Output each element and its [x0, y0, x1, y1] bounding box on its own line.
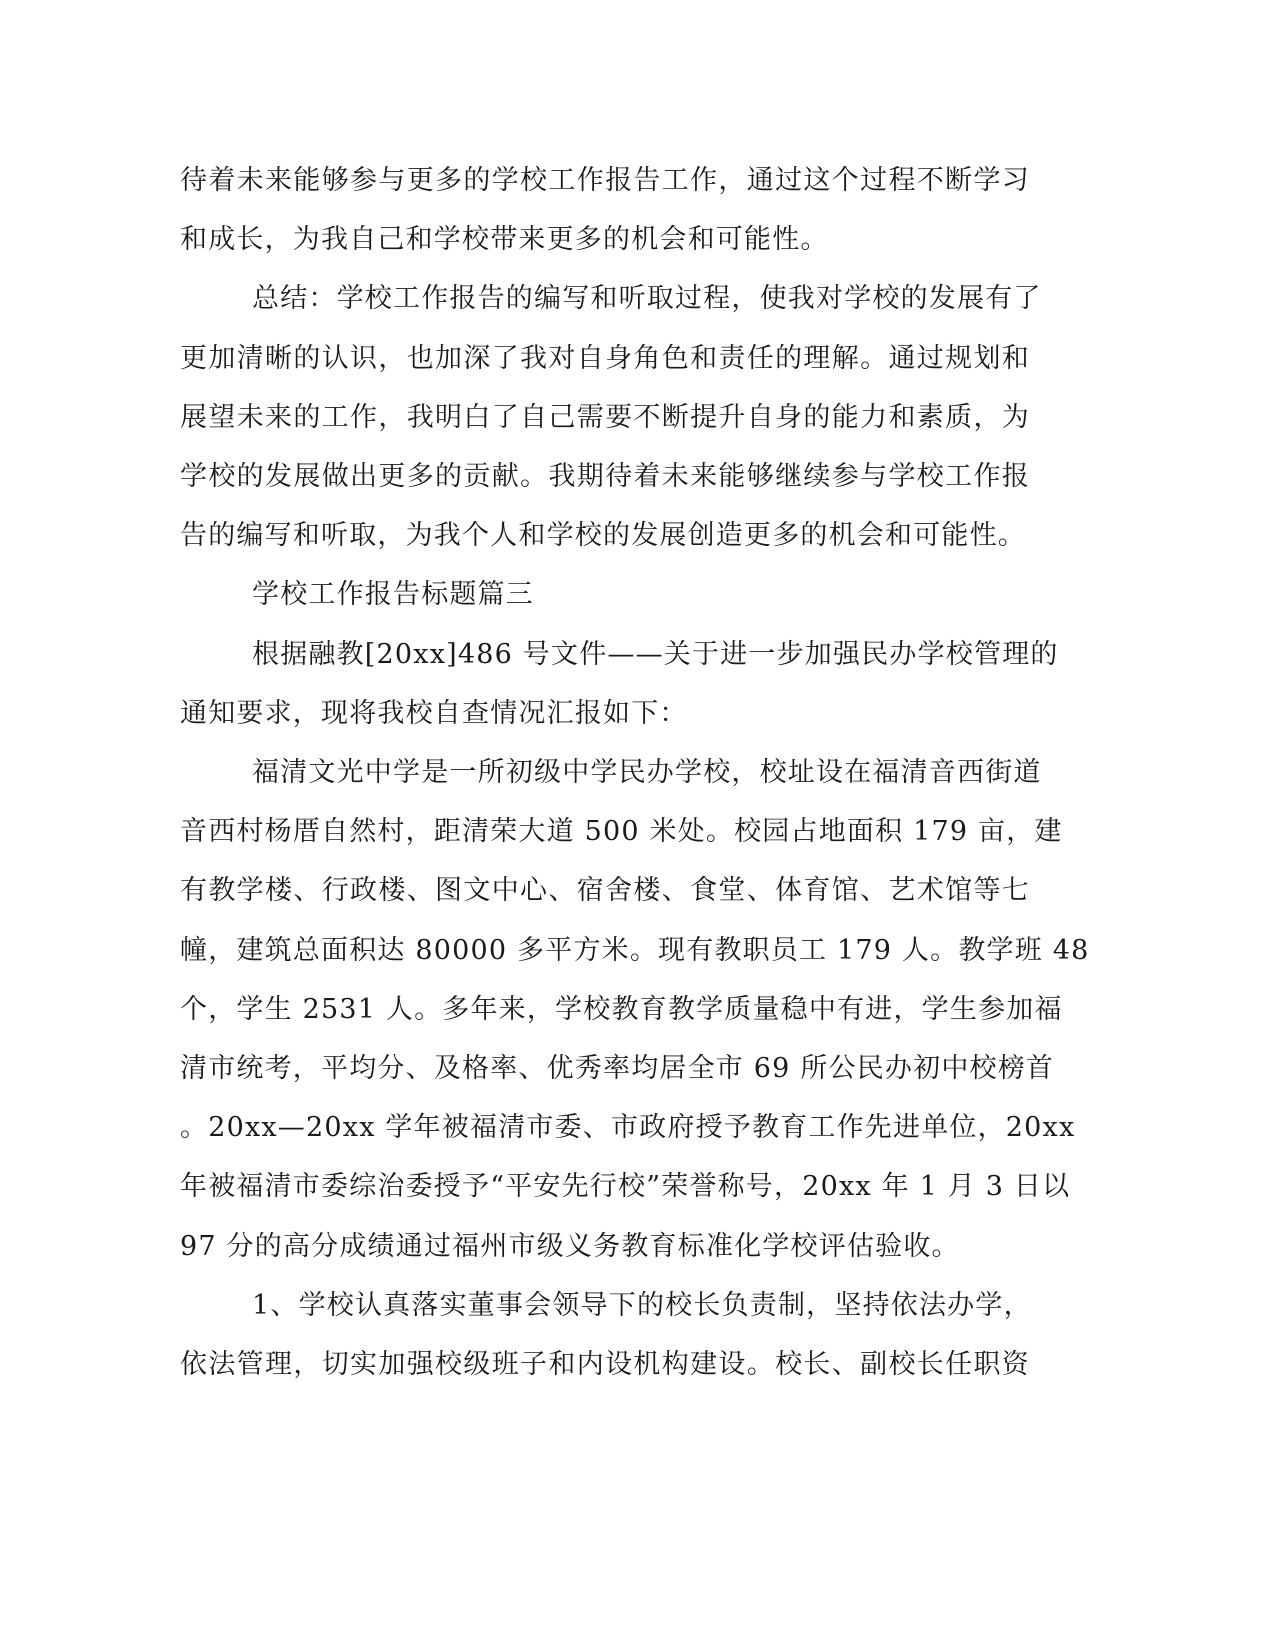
paragraph-intro [180, 625, 1059, 743]
section-heading [180, 565, 1030, 624]
text-line: 待着未来能够参与更多的学校工作报告工作，通过这个过程不断学习 [180, 165, 1030, 196]
text-line: 幢，建筑总面积达 80000 多平方米。现有教职员工 179 人。教学班 48 [180, 934, 1090, 966]
text-line: 有教学楼、行政楼、图文中心、宿舍楼、食堂、体育馆、艺术馆等七 [180, 875, 1030, 907]
text-line: 音西村杨厝自然村，距清荣大道 500 米处。校园占地面积 179 亩，建 [180, 816, 1063, 848]
text-line: 。20xx—20xx 学年被福清市委、市政府授予教育工作先进单位，20xx [180, 1112, 1076, 1144]
text-line: 依法管理，切实加强校级班子和内设机构建设。校长、副校长任职资 [180, 1349, 1030, 1381]
text-line: 告的编写和听取，为我个人和学校的发展创造更多的机会和可能性。 [180, 520, 1026, 552]
text-line: 和成长，为我自己和学校带来更多的机会和可能性。 [180, 224, 829, 256]
paragraph-school-overview [180, 743, 1090, 1276]
paragraph-continuation [180, 151, 1030, 269]
heading-text: 学校工作报告标题篇三 [252, 579, 534, 611]
text-line: 年被福清市委综治委授予“平安先行校”荣誉称号，20xx 年 1 月 3 日以 [180, 1171, 1071, 1203]
text-line: 清市统考，平均分、及格率、优秀率均居全市 69 所公民办初中校榜首 [180, 1053, 1055, 1085]
text-line: 根据融教[20xx]486 号文件——关于进一步加强民办学校管理的 [252, 638, 1059, 670]
document-body [180, 151, 1090, 1394]
paragraph-item-1 [180, 1276, 1030, 1394]
paragraph-summary [180, 269, 1042, 565]
text-line: 学校的发展做出更多的贡献。我期待着未来能够继续参与学校工作报 [180, 461, 1030, 493]
text-line: 个，学生 2531 人。多年来，学校教育教学质量稳中有进，学生参加福 [180, 993, 1063, 1025]
text-line: 1、学校认真落实董事会领导下的校长负责制，坚持依法办学， [252, 1289, 1032, 1321]
text-line: 更加清晰的认识，也加深了我对自身角色和责任的理解。通过规划和 [180, 342, 1030, 374]
text-line: 福清文光中学是一所初级中学民办学校，校址设在福清音西街道 [252, 757, 1042, 789]
text-line: 97 分的高分成绩通过福州市级义务教育标准化学校评估验收。 [180, 1230, 960, 1262]
text-line: 总结：学校工作报告的编写和听取过程，使我对学校的发展有了 [252, 283, 1042, 315]
text-line: 展望未来的工作，我明白了自己需要不断提升自身的能力和素质，为 [180, 401, 1030, 433]
text-line: 通知要求，现将我校自查情况汇报如下： [180, 697, 688, 729]
